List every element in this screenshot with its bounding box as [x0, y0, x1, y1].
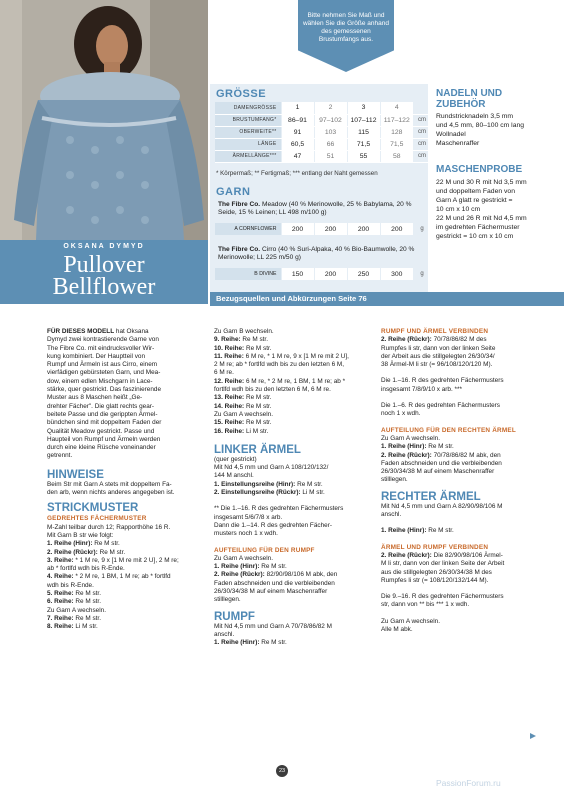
- size-cell: 58: [380, 150, 413, 162]
- size-cell: 4: [380, 102, 413, 114]
- instruction-line: [214, 419, 374, 427]
- instruction-line: [381, 552, 541, 560]
- instruction-line: [214, 428, 374, 436]
- row-text: 38 Ärmel-M li str (= 96/108/120/120 M).: [381, 361, 493, 369]
- instruction-line: [47, 623, 207, 631]
- instruction-line: [47, 615, 207, 623]
- instruction-line: [214, 489, 374, 497]
- instruction-line: [214, 588, 374, 596]
- row-label: 2. Reihe (Rückr):: [381, 336, 432, 344]
- intro-line: [47, 328, 207, 336]
- size-row-label: LÄNGE: [215, 138, 281, 150]
- instruction-line: [381, 560, 541, 568]
- yarn2-unit: g: [420, 271, 424, 277]
- maschenprobe-line: im gedrehten Fächermuster: [436, 224, 520, 231]
- size-cell: 2: [314, 102, 347, 114]
- instruction-line: [381, 569, 541, 577]
- instruction-line: [214, 361, 374, 369]
- row-text: Re M str.: [73, 598, 101, 606]
- text-line: noch 1 x wdh.: [381, 410, 421, 418]
- rumpf-aermel-verbinden-text-2: [381, 377, 541, 394]
- rumpf-heading: RUMPF: [214, 610, 255, 623]
- aermel-rumpf-verbinden-text-3: [381, 618, 541, 635]
- row-label: 10. Reihe:: [214, 344, 245, 352]
- row-text: 26/30/34/38 M auf einem Maschenraffer: [381, 468, 495, 476]
- strickmuster-text: [47, 524, 207, 632]
- aufteilung-rechts-sub: AUFTEILUNG FÜR DEN RECHTEN ÄRMEL: [381, 426, 516, 434]
- instruction-line: [214, 481, 374, 489]
- row-text: Mit Garn B str wie folgt:: [47, 531, 114, 539]
- row-text: M li str, dann von der linken Seite der Arbeit: [381, 560, 505, 568]
- nadeln-line: Rundstricknadeln 3,5 mm: [436, 113, 514, 120]
- row-text: 82/90/98/106 M abk, den: [264, 571, 338, 579]
- aermel-rumpf-verbinden-sub: ÄRMEL UND RUMPF VERBINDEN: [381, 543, 489, 551]
- row-text: Zu Garn A wechseln.: [47, 606, 106, 614]
- nadeln-line: Maschenraffer: [436, 140, 480, 147]
- text-line: Die 1.–6. R des gedrehten Fächermusters: [381, 402, 500, 410]
- aufteilung-rumpf-text: [214, 555, 374, 605]
- instruction-line: [214, 555, 374, 563]
- row-text: 70/78/86/82 M des: [431, 336, 487, 344]
- instruction-line: [214, 639, 374, 647]
- row-text: ab * fortlfd wdh bis R-Ende.: [47, 565, 125, 573]
- row-text: Zu Garn B wechseln.: [214, 328, 274, 335]
- row-text: Rumpfes li str (= 108/120/132/144 M).: [381, 576, 489, 584]
- row-text: 144 M anschl.: [214, 472, 254, 480]
- watermark: PassionForum.ru: [436, 778, 501, 788]
- instruction-line: [214, 328, 374, 336]
- instruction-line: [214, 369, 374, 377]
- text-line: insgesamt 7/8/9/10 x arb. ***: [381, 385, 462, 393]
- yarn2-text: Cirro (40 % Suri-Alpaka, 40 % Bio-Baumwolle, 20 % Merinowolle; LL 225 m/50 g): [218, 246, 415, 261]
- instruction-line: [214, 336, 374, 344]
- size-row: [215, 102, 431, 114]
- row-text: stilllegen.: [214, 596, 241, 604]
- size-row-label: BRUSTUMFANG*: [215, 114, 281, 126]
- intro-line: drehter Fächer". Die glatt rechts gear-: [47, 402, 155, 410]
- yarn2-label: B DIVINE: [215, 268, 281, 280]
- instruction-line: [214, 563, 374, 571]
- instruction-line: [214, 456, 374, 464]
- row-text: Rumpfes li str, dann von der linken Seite: [381, 344, 496, 352]
- yarn1-desc: [218, 201, 422, 217]
- size-row: [215, 138, 431, 150]
- instruction-line: [47, 532, 207, 540]
- size-cell: 115: [347, 126, 380, 138]
- instruction-line: [381, 361, 541, 369]
- size-cell: 86–91: [281, 114, 314, 126]
- intro-line: durch eine kleine Rüsche voneinander: [47, 444, 156, 452]
- sources-bar: Bezugsquellen und Abkürzungen Seite 76: [210, 292, 564, 306]
- maschenprobe-line: gestrickt = 10 cm x 10 cm: [436, 233, 514, 240]
- row-text: fortlfd wdh bis zu den letzten 6 M, 6 M re.: [214, 386, 331, 394]
- maschenprobe-line: 22 M und 26 R mit Nd 4,5 mm: [436, 215, 527, 222]
- instruction-line: [214, 411, 374, 419]
- row-label: 2. Einstellungsreihe (Rückr):: [214, 489, 301, 497]
- text-line: Alle M abk.: [381, 626, 413, 634]
- row-text: Re M str.: [426, 527, 454, 535]
- yarn1-amount: 200: [281, 223, 314, 235]
- instruction-line: [47, 590, 207, 598]
- model-photo: [0, 0, 208, 240]
- size-row-label: DAMENGRÖSSE: [215, 102, 281, 114]
- intro-text: [47, 328, 207, 461]
- text-line: anschl.: [381, 511, 402, 519]
- aufteilung-rechts-text: [381, 435, 541, 485]
- instruction-line: [214, 353, 374, 361]
- row-text: anschl.: [214, 630, 235, 638]
- row-text: Die 82/90/98/106 Ärmel-: [431, 551, 503, 559]
- rumpf-aermel-verbinden-sub: RUMPF UND ÄRMEL VERBINDEN: [381, 328, 489, 335]
- intro-line: Haupteil von Rumpf und Ärmeln werden: [47, 435, 161, 443]
- row-label: 1. Reihe (Hinr):: [381, 443, 427, 451]
- linker-aermel-heading: LINKER ÄRMEL: [214, 443, 301, 456]
- intro-line: Qualität Meadow gestrickt. Passe und: [47, 427, 155, 435]
- size-row-label: ÄRMELLÄNGE***: [215, 150, 281, 162]
- row-label: 11. Reihe:: [214, 352, 244, 360]
- instruction-line: [47, 582, 207, 590]
- text-line: Die 9.–16. R des gedrehten Fächermusters: [381, 593, 504, 601]
- text-line: Die 1.–16. R des gedrehten Fächermusters: [381, 377, 504, 385]
- row-label: 1. Einstellungsreihe (Hinr):: [214, 480, 296, 488]
- size-cell: 71,5: [380, 138, 413, 150]
- maschenprobe-line: und doppeltem Faden von: [436, 188, 515, 195]
- instruction-line: [214, 394, 374, 402]
- hinweise-line: Beim Str mit Garn A stets mit doppeltem Fa-: [47, 480, 172, 488]
- page-number: 23: [276, 765, 288, 777]
- size-row: [215, 114, 431, 126]
- strickmuster-heading: STRICKMUSTER: [47, 502, 139, 515]
- row-text: * 1 M re, 9 x [1 M re mit 2 U], 2 M re;: [73, 556, 179, 564]
- row-label: 2. Reihe (Rückr):: [381, 451, 432, 459]
- row-text: Zu Garn A wechseln.: [214, 554, 273, 562]
- text-line: str, dann von ** bis *** 1 x wdh.: [381, 601, 470, 609]
- designer-name: OKSANA DYMYD: [63, 243, 145, 250]
- size-row-label: OBERWEITE**: [215, 126, 281, 138]
- column-1: [47, 328, 207, 632]
- row-text: Mit Nd 4,5 mm und Garn A 70/78/86/82 M: [214, 622, 332, 630]
- row-text: Zu Garn A wechseln.: [214, 410, 273, 418]
- row-text: Re M str.: [259, 563, 287, 571]
- row-label: 16. Reihe:: [214, 427, 245, 435]
- size-unit: [413, 102, 431, 114]
- rechter-aermel-text: [381, 503, 541, 520]
- size-cell: 51: [314, 150, 347, 162]
- row-text: Li M str.: [300, 489, 325, 497]
- text-line: Mit Nd 4,5 mm und Garn A 82/90/98/106 M: [381, 502, 503, 510]
- row-text: Faden abschneiden und die verbleibenden: [214, 579, 335, 587]
- instruction-line: [214, 472, 374, 480]
- text-line: Dann die 1.–14. R des gedrehten Fächer-: [214, 521, 332, 529]
- row-label: 1. Reihe (Hinr):: [381, 527, 427, 535]
- size-cell: 47: [281, 150, 314, 162]
- continue-arrow-icon: [530, 733, 536, 739]
- intro-line: getrennt.: [47, 452, 73, 460]
- instruction-line: [214, 403, 374, 411]
- instruction-line: [47, 565, 207, 573]
- instruction-line: [47, 549, 207, 557]
- rumpf-aermel-verbinden-text: [381, 336, 541, 369]
- row-label: 2. Reihe (Rückr):: [214, 571, 265, 579]
- yarn2-amount: 300: [380, 268, 413, 280]
- text-line: Zu Garn A wechseln.: [381, 617, 440, 625]
- intro-text-part: hat Oksana: [114, 328, 149, 335]
- instruction-line: [381, 460, 541, 468]
- row-label: 6. Reihe:: [47, 598, 74, 606]
- size-table: [215, 102, 431, 163]
- instruction-line: [381, 452, 541, 460]
- grosse-heading: GRÖSSE: [216, 88, 267, 100]
- row-text: Re M str.: [244, 344, 272, 352]
- instruction-line: [214, 596, 374, 604]
- row-label: 8. Reihe:: [47, 623, 74, 631]
- row-label: 2. Reihe (Rückr):: [381, 551, 432, 559]
- size-cell: 3: [347, 102, 380, 114]
- yarn1-brand: The Fibre Co.: [218, 201, 261, 208]
- size-cell: 55: [347, 150, 380, 162]
- intro-line: stärke, quer gestrickt. Das faszinierende: [47, 386, 162, 394]
- maschenprobe-line: 22 M und 30 R mit Nd 3,5 mm: [436, 179, 527, 186]
- size-cell: 71,5: [347, 138, 380, 150]
- row-text: Re M str.: [73, 614, 101, 622]
- maschenprobe-list: [436, 178, 527, 241]
- maschenprobe-line: 10 cm x 10 cm: [436, 206, 481, 213]
- intro-line: Dymyd zwei kontrastierende Garne von: [47, 336, 159, 344]
- row-text: Re M str.: [73, 590, 101, 598]
- column-3: [381, 328, 541, 634]
- row-text: Re M str.: [240, 336, 268, 344]
- row-text: Faden abschneiden und die verbleibenden: [381, 459, 502, 467]
- title-line-1: Pullover: [63, 252, 145, 278]
- yarn2-amount: 250: [347, 268, 380, 280]
- instruction-line: [381, 476, 541, 484]
- instruction-line: [381, 443, 541, 451]
- instruction-line: [47, 557, 207, 565]
- row-text: 6 M re, * 2 M re, 1 BM, 1 M re; ab *: [244, 377, 346, 385]
- column-2: [214, 328, 374, 648]
- instruction-line: [381, 577, 541, 585]
- yarn2-desc: [218, 246, 422, 262]
- row-text: Mit Nd 4,5 mm und Garn A 108/120/132/: [214, 464, 329, 472]
- intro-line: beitete Passe und die gerippten Ärmel-: [47, 410, 158, 418]
- row-label: 7. Reihe:: [47, 614, 74, 622]
- instruction-line: [47, 524, 207, 532]
- yarn1-unit: g: [420, 226, 424, 232]
- strickmuster-sub: GEDREHTES FÄCHERMUSTER: [47, 515, 147, 523]
- row-text: Re M str.: [244, 394, 272, 402]
- row-label: 4. Reihe:: [47, 573, 74, 581]
- instruction-line: [381, 468, 541, 476]
- instruction-line: [214, 378, 374, 386]
- row-label: 2. Reihe (Rückr):: [47, 548, 98, 556]
- size-cell: 91: [281, 126, 314, 138]
- row-text: Li M str.: [244, 427, 269, 435]
- instruction-line: [47, 598, 207, 606]
- row-text: * 2 M re, 1 BM, 1 M re; ab * fortlfd: [73, 573, 171, 581]
- row-label: 12. Reihe:: [214, 377, 245, 385]
- row-text: Re M str.: [426, 443, 454, 451]
- row-text: 2 M re; ab * fortlfd wdh bis zu den letzten 6 M,: [214, 361, 345, 369]
- row-text: Re M str.: [97, 548, 126, 556]
- nadeln-line: Wollnadel: [436, 131, 466, 138]
- rumpf-aermel-verbinden-text-3: [381, 402, 541, 419]
- size-hint-text: Bitte nehmen Sie Maß und wählen Sie die Größe anhand des gemessenen Brustumfangs aus.: [302, 12, 389, 43]
- row-text: wdh bis R-Ende.: [47, 581, 94, 589]
- intro-line: bündchen sind mit doppeltem Faden der: [47, 419, 162, 427]
- hinweise-heading: HINWEISE: [47, 468, 104, 481]
- text-line: ** Die 1.–16. R des gedrehten Fächermusters: [214, 505, 344, 513]
- text-line: musters noch 1 x wdh.: [214, 530, 278, 538]
- row-text: 6 M re, * 1 M re, 9 x [1 M re mit 2 U],: [243, 352, 349, 360]
- maschenprobe-line: Garn A glatt re gestrickt =: [436, 197, 513, 204]
- instruction-line: [214, 571, 374, 579]
- instruction-line: [214, 464, 374, 472]
- garn-heading: GARN: [216, 186, 251, 198]
- instruction-line: [214, 345, 374, 353]
- linker-aermel-text-2: [214, 505, 374, 538]
- row-label: 1. Reihe (Hinr):: [47, 540, 93, 548]
- row-text: M-Zahl teilbar durch 12; Rapporthöhe 16 R.: [47, 523, 171, 531]
- instruction-line: [381, 345, 541, 353]
- yarn2-amount: 150: [281, 268, 314, 280]
- text-line: insgesamt 5/6/7/8 x arb.: [214, 513, 283, 521]
- yarn1-text: Meadow (40 % Merinowolle, 25 % Babylama, 20 % Seide, 15 % Leinen; LL 498 m/100 g): [218, 201, 412, 216]
- instruction-line: [47, 607, 207, 615]
- intro-line: Rumpf und Ärmeln ist aus Cirro, einem: [47, 361, 158, 369]
- yarn1-amount: 200: [380, 223, 413, 235]
- row-label: 3. Reihe:: [47, 556, 74, 564]
- yarn2-brand: The Fibre Co.: [218, 246, 261, 253]
- row-text: Re M str.: [244, 402, 272, 410]
- instruction-line: [214, 631, 374, 639]
- intro-line: vierfädigen gebürsteten Garn, und Mea-: [47, 369, 161, 377]
- row-text: aus die stillgelegten 26/30/34/38 M des: [381, 568, 492, 576]
- pattern-rows-cont: [214, 328, 374, 436]
- row-text: Re M str.: [244, 419, 272, 427]
- row-label: 1. Reihe (Hinr):: [214, 639, 260, 647]
- row-label: 14. Reihe:: [214, 402, 245, 410]
- size-cell: 66: [314, 138, 347, 150]
- row-text: der Arbeit aus die stillgelegten 26/30/34/: [381, 352, 495, 360]
- instruction-line: [381, 336, 541, 344]
- intro-line: dow, einem edlen Mischgarn in Lace-: [47, 377, 153, 385]
- yarn2-amount: 200: [314, 268, 347, 280]
- instruction-line: [381, 435, 541, 443]
- size-unit: cm: [413, 114, 431, 126]
- yarn1-row: [215, 223, 431, 235]
- intro-line: Muster aus 8 Maschen heißt „Ge-: [47, 394, 143, 402]
- rechter-aermel-heading: RECHTER ÄRMEL: [381, 490, 481, 503]
- rumpf-text: [214, 623, 374, 648]
- row-label: 15. Reihe:: [214, 419, 245, 427]
- row-text: (quer gestrickt): [214, 455, 257, 463]
- yarn2-row: [215, 268, 431, 280]
- row-text: 26/30/34/38 M auf einem Maschenraffer: [214, 588, 328, 596]
- rechter-aermel-row: [381, 527, 541, 535]
- nadeln-heading: [436, 88, 502, 110]
- size-cell: 128: [380, 126, 413, 138]
- size-unit: cm: [413, 126, 431, 138]
- hinweise-line: den arb, wenn nichts anderes angegeben ist.: [47, 489, 175, 497]
- size-cell: 103: [314, 126, 347, 138]
- row-text: 6 M re.: [214, 369, 234, 377]
- instruction-line: [214, 580, 374, 588]
- linker-aermel-text: [214, 456, 374, 497]
- row-text: Li M str.: [73, 623, 98, 631]
- size-cell: 107–112: [347, 114, 380, 126]
- nadeln-list: [436, 112, 524, 148]
- row-text: stilllegen.: [381, 476, 408, 484]
- row-label: 13. Reihe:: [214, 394, 245, 402]
- yarn1-amount: 200: [314, 223, 347, 235]
- row-text: Re M str.: [92, 540, 120, 548]
- row-text: Zu Garn A wechseln.: [381, 434, 440, 442]
- size-row: [215, 126, 431, 138]
- nadeln-line: und 4,5 mm, 80–100 cm lang: [436, 122, 525, 129]
- intro-lead: FÜR DIESES MODELL: [47, 328, 115, 335]
- size-cell: 117–122: [380, 114, 413, 126]
- instruction-line: [214, 623, 374, 631]
- size-cell: 1: [281, 102, 314, 114]
- size-row: [215, 150, 431, 162]
- maschenprobe-heading: MASCHENPROBE: [436, 164, 523, 175]
- nadeln-heading-1: NADELN UND: [436, 88, 503, 99]
- row-label: 5. Reihe:: [47, 590, 74, 598]
- title-line-2: Bellflower: [52, 274, 156, 300]
- row-text: Re M str.: [259, 639, 287, 647]
- aermel-rumpf-verbinden-text: [381, 552, 541, 585]
- yarn2-table: [215, 268, 431, 280]
- size-cell: 60,5: [281, 138, 314, 150]
- size-note: * Körpermaß; ** Fertigmaß; *** entlang der Naht gemessen: [216, 170, 378, 177]
- yarn1-table: [215, 223, 431, 235]
- row-text: 70/78/86/82 M abk, den: [431, 451, 501, 459]
- instruction-line: [381, 353, 541, 361]
- row-label: 1. Reihe (Hinr):: [214, 563, 260, 571]
- instruction-line: [47, 573, 207, 581]
- aufteilung-rumpf-sub: AUFTEILUNG FÜR DEN RUMPF: [214, 546, 315, 554]
- row-label: 9. Reihe:: [214, 336, 241, 344]
- row-text: Re M str.: [295, 480, 323, 488]
- instruction-line: [214, 386, 374, 394]
- yarn1-amount: 200: [347, 223, 380, 235]
- yarn1-label: A CORNFLOWER: [215, 223, 281, 235]
- intro-line: The Fibre Co. mit eindrucksvoller Wir-: [47, 344, 155, 352]
- size-unit: cm: [413, 150, 431, 162]
- instruction-line: [47, 540, 207, 548]
- nadeln-heading-2: ZUBEHÖR: [436, 99, 486, 110]
- size-cell: 97–102: [314, 114, 347, 126]
- hinweise-text: [47, 481, 207, 498]
- size-unit: cm: [413, 138, 431, 150]
- intro-line: kung kombiniert. Der Hauptteil von: [47, 352, 146, 360]
- aermel-rumpf-verbinden-text-2: [381, 593, 541, 610]
